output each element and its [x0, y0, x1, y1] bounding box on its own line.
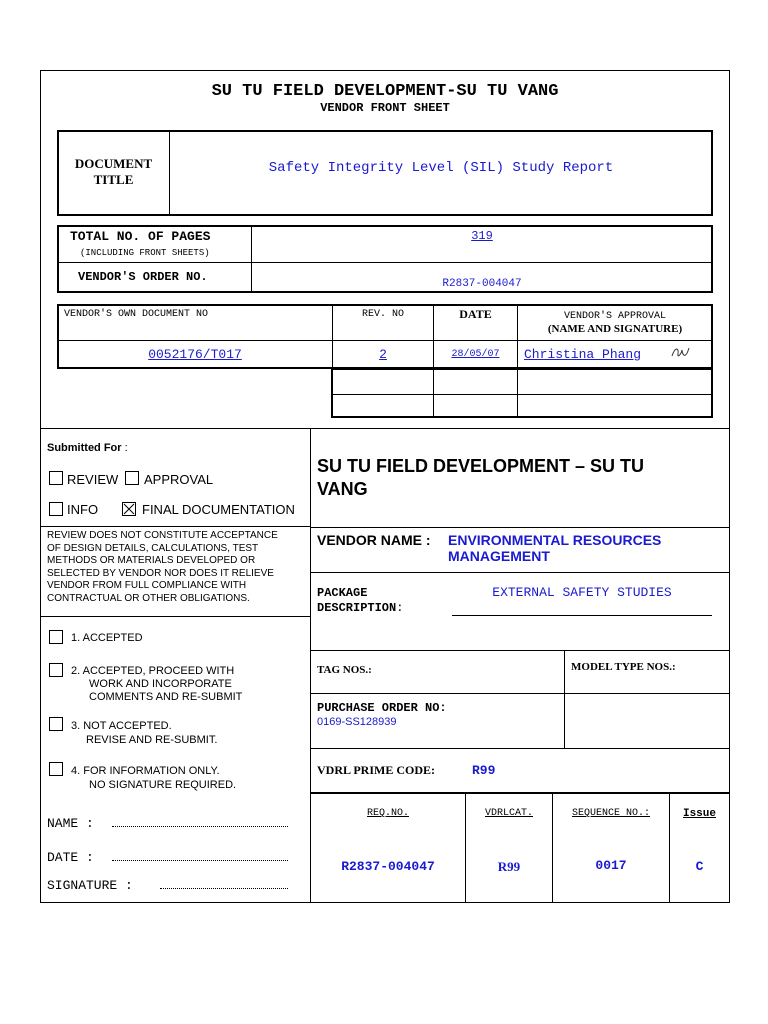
vdrl-prime-code-value: R99 — [472, 763, 496, 778]
total-pages-label: TOTAL NO. OF PAGES — [70, 229, 211, 244]
purchase-order-value: 0169-SS128939 — [317, 716, 397, 728]
final-documentation-label: FINAL DOCUMENTATION — [142, 502, 295, 517]
accepted-proceed-label: 2. ACCEPTED, PROCEED WITH WORK AND INCORPORATE COMMENTS AND RE-SUBMIT — [71, 665, 243, 703]
col-header-date: DATE — [459, 307, 492, 321]
submitted-for-label: Submitted For : — [47, 442, 128, 454]
issue-header: Issue — [682, 808, 716, 820]
signature-field-line[interactable] — [160, 888, 288, 889]
approval-name-value: Christina Phang — [524, 347, 642, 362]
col-header-rev-no: REV. NO — [361, 309, 404, 320]
review-disclaimer: REVIEW DOES NOT CONSTITUTE ACCEPTANCE OF DESIGN DETAILS, CALCULATIONS, TEST METHODS OR MATERIALS DEVELOPED OR SELECTED BY VENDOR NOR DOES IT RELIEVE VENDOR FROM FULL COMPLIANCE WITH CONTRACTUAL OR OTHER OBLIGATIONS. — [47, 530, 278, 604]
package-description-label: PACKAGE DESCRIPTION: — [317, 586, 404, 615]
rev-no-value: 2 — [379, 347, 387, 362]
signature-mark — [670, 344, 692, 360]
date-field-label: DATE : — [47, 850, 94, 865]
name-field-line[interactable] — [112, 826, 288, 827]
info-label: INFO — [67, 502, 99, 517]
not-accepted-label: 3. NOT ACCEPTED. REVISE AND RE-SUBMIT. — [71, 720, 218, 746]
req-no-header: REQ.NO. — [366, 808, 409, 819]
vendor-order-label: VENDOR'S ORDER NO. — [78, 270, 208, 284]
information-only-label: 4. FOR INFORMATION ONLY. NO SIGNATURE REQUIRED. — [71, 765, 237, 791]
document-title-label: DOCUMENT TITLE — [74, 156, 153, 187]
sequence-no-header: SEQUENCE NO.: — [571, 808, 650, 819]
document-title-value: Safety Integrity Level (SIL) Study Report — [268, 160, 614, 176]
accepted-proceed-checkbox[interactable] — [49, 663, 63, 677]
info-checkbox[interactable] — [49, 502, 63, 516]
information-only-checkbox[interactable] — [49, 762, 63, 776]
final-documentation-checkbox[interactable] — [122, 502, 136, 516]
req-no-value: R2837-004047 — [341, 859, 435, 874]
purchase-order-label: PURCHASE ORDER NO: — [317, 701, 447, 715]
accepted-label: 1. ACCEPTED — [71, 632, 143, 644]
col-header-approval: VENDOR'S APPROVAL (NAME AND SIGNATURE) — [547, 311, 683, 335]
total-pages-value: 319 — [471, 229, 493, 243]
date-value: 28/05/07 — [451, 349, 500, 360]
package-description-value: EXTERNAL SAFETY STUDIES — [492, 585, 672, 600]
sheet-title: SU TU FIELD DEVELOPMENT-SU TU VANG — [211, 82, 559, 101]
not-accepted-checkbox[interactable] — [49, 717, 63, 731]
project-title: SU TU FIELD DEVELOPMENT – SU TU VANG — [317, 456, 645, 499]
doc-no-value: 0052176/T017 — [148, 347, 242, 362]
name-field-label: NAME : — [47, 816, 94, 831]
vdrl-cat-value: R99 — [497, 859, 521, 874]
review-checkbox[interactable] — [49, 471, 63, 485]
col-header-doc-no: VENDOR'S OWN DOCUMENT NO — [64, 309, 209, 320]
vdrl-prime-code-label: VDRL PRIME CODE: — [317, 763, 436, 777]
vdrl-cat-header: VDRLCAT. — [484, 808, 533, 819]
review-label: REVIEW — [67, 472, 119, 487]
tag-nos-label: TAG NOS.: — [317, 664, 372, 676]
sheet-subtitle: VENDOR FRONT SHEET — [320, 101, 450, 115]
accepted-checkbox[interactable] — [49, 630, 63, 644]
checked-x-icon — [123, 503, 135, 515]
vendor-name-value: ENVIRONMENTAL RESOURCES MANAGEMENT — [448, 532, 662, 564]
date-field-line[interactable] — [112, 860, 288, 861]
model-type-label: MODEL TYPE NOS.: — [571, 661, 676, 673]
issue-value: C — [695, 859, 704, 874]
total-pages-sublabel: (INCLUDING FRONT SHEETS) — [80, 248, 210, 258]
vendor-name-label: VENDOR NAME : — [317, 532, 431, 548]
signature-field-label: SIGNATURE : — [47, 878, 133, 893]
vendor-order-value: R2837-004047 — [442, 278, 522, 290]
approval-checkbox[interactable] — [125, 471, 139, 485]
approval-label: APPROVAL — [144, 472, 214, 487]
sequence-no-value: 0017 — [595, 858, 627, 873]
